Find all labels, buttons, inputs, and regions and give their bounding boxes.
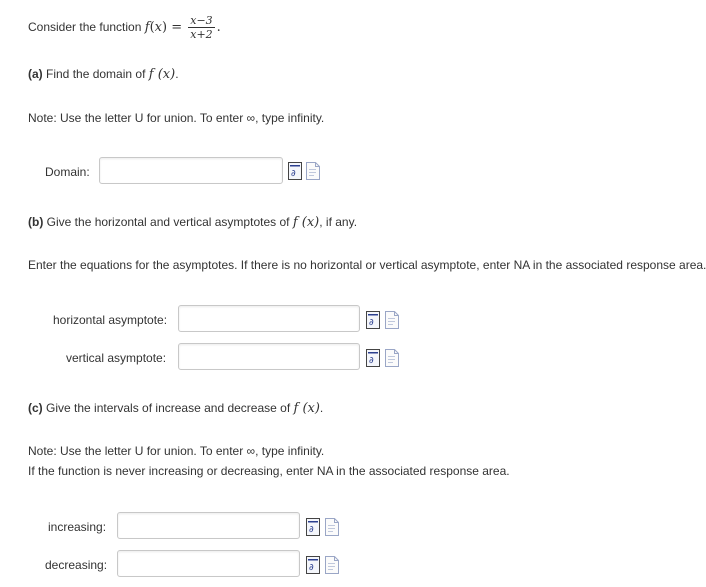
math-editor-icon[interactable] bbox=[306, 518, 320, 536]
part-c-label: (c) bbox=[28, 401, 43, 415]
part-c-note2: If the function is never increasing or decreasing, enter NA in the associated response area. bbox=[28, 464, 510, 478]
vertical-asymptote-input[interactable] bbox=[178, 343, 360, 370]
svg-text:∂: ∂ bbox=[369, 318, 374, 328]
part-b-prompt bbox=[28, 215, 357, 230]
intro bbox=[28, 14, 221, 41]
decreasing-input[interactable] bbox=[117, 550, 300, 577]
part-b-fn: f (x) bbox=[292, 215, 320, 230]
part-a-text: Find the domain of bbox=[46, 67, 146, 81]
math-editor-icon[interactable] bbox=[366, 311, 380, 329]
horizontal-asymptote-input[interactable] bbox=[178, 305, 360, 332]
part-c-fn: f (x) bbox=[293, 401, 320, 416]
part-b-text: Give the horizontal and vertical asymptotes of bbox=[46, 215, 290, 229]
svg-text:∂: ∂ bbox=[369, 356, 374, 366]
part-a-note: Note: Use the letter U for union. To enter ∞, type infinity. bbox=[28, 111, 325, 125]
increasing-input[interactable] bbox=[117, 512, 300, 539]
decreasing-label: decreasing: bbox=[45, 558, 108, 572]
help-document-icon[interactable] bbox=[325, 518, 339, 536]
domain-input[interactable] bbox=[99, 157, 283, 184]
function-expression: f(x) = $\frac{x-3}{x+2}$ . bbox=[144, 14, 221, 41]
math-editor-icon[interactable] bbox=[306, 556, 320, 574]
part-a-fn: f (x) bbox=[148, 67, 176, 82]
part-a-label: (a) bbox=[28, 67, 43, 81]
part-b-suffix: , if any. bbox=[319, 215, 358, 229]
help-document-icon[interactable] bbox=[385, 311, 399, 329]
fraction bbox=[188, 14, 214, 41]
domain-label: Domain: bbox=[45, 165, 90, 179]
math-editor-icon[interactable] bbox=[366, 349, 380, 367]
svg-text:∂: ∂ bbox=[309, 525, 314, 535]
fn-var: x bbox=[154, 20, 162, 35]
part-b-instruction: Enter the equations for the asymptotes. If there is no horizontal or vertical asymptote, enter NA in the associated response area. bbox=[28, 258, 706, 272]
denominator: x+2 bbox=[190, 28, 213, 41]
increasing-label: increasing: bbox=[48, 520, 107, 534]
part-c-note: Note: Use the letter U for union. To enter ∞, type infinity. bbox=[28, 444, 325, 458]
help-document-icon[interactable] bbox=[385, 349, 399, 367]
horizontal-asymptote-label: horizontal asymptote: bbox=[53, 313, 168, 327]
numerator: x−3 bbox=[190, 14, 213, 27]
svg-text:∂: ∂ bbox=[291, 169, 296, 179]
svg-text:∂: ∂ bbox=[309, 563, 314, 573]
vertical-asymptote-label: vertical asymptote: bbox=[66, 351, 167, 365]
part-c-text: Give the intervals of increase and decrease of bbox=[46, 401, 291, 415]
help-document-icon[interactable] bbox=[306, 162, 320, 180]
part-c-prompt: (c) Give the intervals of increase and decrease of f (x). bbox=[28, 401, 324, 416]
intro-text: Consider the function bbox=[28, 20, 142, 34]
fn-name: f bbox=[144, 20, 150, 35]
math-editor-icon[interactable] bbox=[288, 162, 302, 180]
part-a-prompt: (a) Find the domain of f (x). bbox=[28, 67, 179, 82]
help-document-icon[interactable] bbox=[325, 556, 339, 574]
part-b-label: (b) bbox=[28, 215, 44, 229]
